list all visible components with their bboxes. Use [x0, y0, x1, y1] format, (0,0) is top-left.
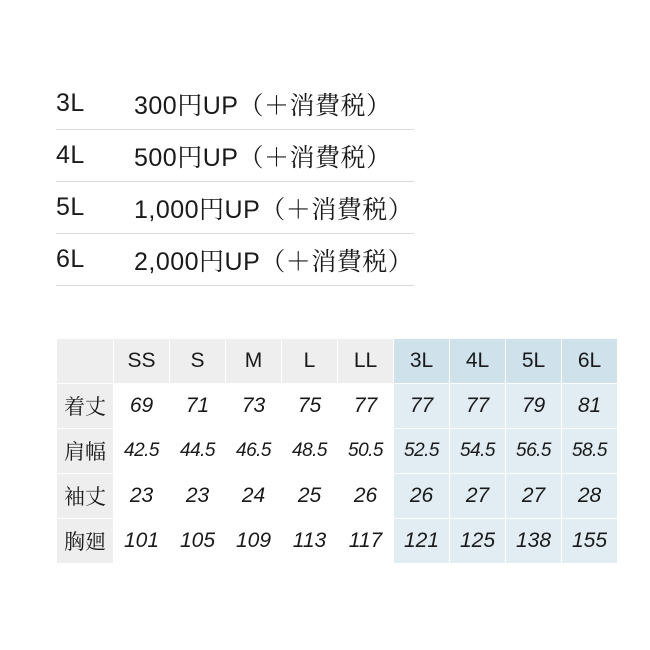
table-corner-cell — [57, 339, 114, 384]
column-header-5l: 5L — [506, 339, 562, 384]
cell-chest-m: 109 — [226, 519, 282, 564]
cell-length-4l: 77 — [450, 384, 506, 429]
price-row-size: 5L — [56, 193, 85, 221]
cell-chest-l: 113 — [282, 519, 338, 564]
cell-length-5l: 79 — [506, 384, 562, 429]
cell-sleeve-6l: 28 — [562, 474, 618, 519]
price-row-size: 3L — [56, 89, 85, 117]
row-header-sleeve: 袖丈 — [57, 474, 114, 519]
cell-shoulder-s: 44.5 — [170, 429, 226, 474]
price-row — [56, 234, 414, 286]
cell-chest-5l: 138 — [506, 519, 562, 564]
cell-chest-4l: 125 — [450, 519, 506, 564]
cell-shoulder-4l: 54.5 — [450, 429, 506, 474]
cell-length-6l: 81 — [562, 384, 618, 429]
price-row — [56, 182, 414, 234]
row-header-chest: 胸廻 — [57, 519, 114, 564]
price-row-size: 4L — [56, 141, 85, 169]
size-table-body — [57, 384, 618, 564]
column-header-6l: 6L — [562, 339, 618, 384]
cell-shoulder-5l: 56.5 — [506, 429, 562, 474]
size-table — [56, 338, 618, 564]
table-row — [57, 474, 618, 519]
table-row — [57, 519, 618, 564]
size-table-head — [57, 339, 618, 384]
size-table-container — [56, 338, 618, 564]
column-header-3l: 3L — [394, 339, 450, 384]
column-header-m: M — [226, 339, 282, 384]
cell-sleeve-l: 25 — [282, 474, 338, 519]
table-header-row — [57, 339, 618, 384]
price-row-description: 2,000円UP（＋消費税） — [134, 247, 414, 276]
cell-chest-6l: 155 — [562, 519, 618, 564]
price-row-description: 500円UP（＋消費税） — [134, 143, 392, 172]
price-row-description: 300円UP（＋消費税） — [134, 91, 392, 120]
cell-shoulder-m: 46.5 — [226, 429, 282, 474]
row-header-length: 着丈 — [57, 384, 114, 429]
cell-shoulder-6l: 58.5 — [562, 429, 618, 474]
cell-shoulder-ll: 50.5 — [338, 429, 394, 474]
column-header-s: S — [170, 339, 226, 384]
price-row-description: 1,000円UP（＋消費税） — [134, 195, 414, 224]
column-header-ss: SS — [114, 339, 170, 384]
table-row — [57, 384, 618, 429]
cell-sleeve-3l: 26 — [394, 474, 450, 519]
cell-length-m: 73 — [226, 384, 282, 429]
price-row — [56, 78, 414, 130]
cell-chest-s: 105 — [170, 519, 226, 564]
cell-sleeve-ll: 26 — [338, 474, 394, 519]
price-row-size: 6L — [56, 245, 85, 273]
cell-length-s: 71 — [170, 384, 226, 429]
table-row — [57, 429, 618, 474]
column-header-l: L — [282, 339, 338, 384]
cell-sleeve-5l: 27 — [506, 474, 562, 519]
cell-sleeve-ss: 23 — [114, 474, 170, 519]
price-row — [56, 130, 414, 182]
cell-sleeve-s: 23 — [170, 474, 226, 519]
cell-sleeve-4l: 27 — [450, 474, 506, 519]
cell-shoulder-3l: 52.5 — [394, 429, 450, 474]
cell-chest-ll: 117 — [338, 519, 394, 564]
cell-shoulder-l: 48.5 — [282, 429, 338, 474]
row-header-shoulder: 肩幅 — [57, 429, 114, 474]
column-header-4l: 4L — [450, 339, 506, 384]
cell-length-l: 75 — [282, 384, 338, 429]
cell-chest-3l: 121 — [394, 519, 450, 564]
cell-length-ss: 69 — [114, 384, 170, 429]
cell-length-3l: 77 — [394, 384, 450, 429]
cell-length-ll: 77 — [338, 384, 394, 429]
cell-sleeve-m: 24 — [226, 474, 282, 519]
price-list — [56, 78, 414, 286]
cell-chest-ss: 101 — [114, 519, 170, 564]
column-header-ll: LL — [338, 339, 394, 384]
cell-shoulder-ss: 42.5 — [114, 429, 170, 474]
